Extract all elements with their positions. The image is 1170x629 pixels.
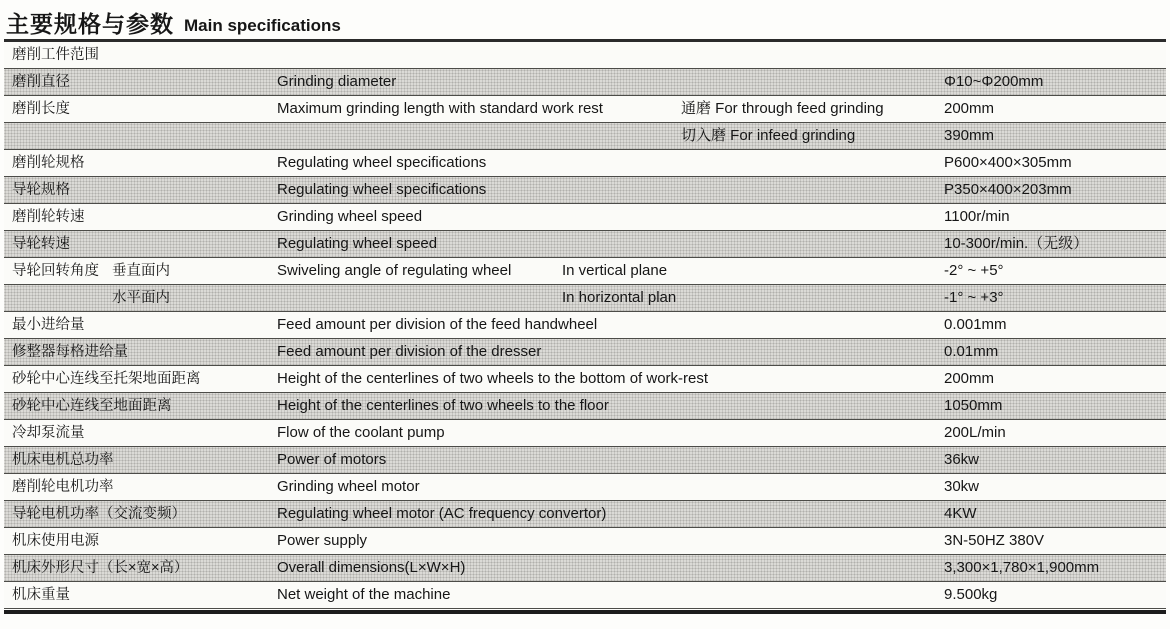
row-label-en: Regulating wheel speed [277,235,438,252]
row-value: 200mm [944,370,995,387]
row-label-en: Grinding wheel motor [277,478,420,495]
table-row [4,150,1166,177]
row-label-en: Feed amount per division of the feed handwheel [277,316,598,333]
row-label-en: Regulating wheel motor (AC frequency convertor) [277,505,607,522]
row-value: 200L/min [944,424,1006,441]
row-mid-label: In horizontal plan [562,289,677,306]
row-label-zh: 最小进给量 [12,317,85,333]
row-label-zh: 磨削轮规格 [12,155,85,171]
table-row [4,204,1166,231]
row-value: 200mm [944,100,995,117]
page-title [4,0,1166,42]
row-value: P600×400×305mm [944,154,1072,171]
table-row [4,474,1166,501]
row-value: P350×400×203mm [944,181,1072,198]
row-value: Φ10~Φ200mm [944,73,1044,90]
table-row [4,447,1166,474]
row-label-zh: 导轮电机功率（交流变频） [12,506,186,522]
row-value: 3N-50HZ 380V [944,532,1045,549]
row-value: 10-300r/min.（无级） [944,235,1089,252]
row-label-zh: 砂轮中心连线至地面距离 [12,398,172,414]
row-label-zh: 机床电机总功率 [12,452,114,468]
row-label-zh: 磨削工件范围 [12,47,99,63]
row-value: 1050mm [944,397,1003,414]
row-value: 390mm [944,127,995,144]
table-row [4,123,1166,150]
row-value: 1100r/min [944,208,1010,225]
table-row [4,366,1166,393]
table-row [4,555,1166,582]
table-row [4,312,1166,339]
row-value: 0.001mm [944,316,1007,333]
row-label-zh: 冷却泵流量 [12,425,85,441]
row-mid-label: In vertical plane [562,262,668,279]
row-label-zh: 砂轮中心连线至托架地面距离 [12,371,201,387]
row-label-en: Height of the centerlines of two wheels to the bottom of work-rest [277,370,709,387]
row-label-zh: 磨削长度 [12,101,70,117]
row-value: 0.01mm [944,343,999,360]
table-row [4,501,1166,528]
row-value: 9.500kg [944,586,998,603]
row-label-zh: 机床重量 [12,587,70,603]
table-row [4,69,1166,96]
table-row [4,393,1166,420]
row-mid-label: 通磨 For through feed grinding [681,100,884,117]
spec-sheet-page [4,0,1166,614]
row-value: 36kw [944,451,980,468]
bottom-rule [4,610,1166,614]
spec-table [4,42,1166,609]
row-label-en: Feed amount per division of the dresser [277,343,542,360]
row-value: 30kw [944,478,980,495]
row-label-en: Swiveling angle of regulating wheel [277,262,512,279]
table-row [4,42,1166,69]
row-value: -2° ~ +5° [944,262,1004,279]
table-row [4,420,1166,447]
row-label-zh: 修整器每格进给量 [12,344,128,360]
row-label-en: Power supply [277,532,368,549]
table-row [4,528,1166,555]
row-label-zh: 导轮转速 [12,236,70,252]
row-label-zh: 导轮回转角度 [12,263,99,279]
row-value: 3,300×1,780×1,900mm [944,559,1100,576]
row-label-en: Net weight of the machine [277,586,451,603]
row-value: -1° ~ +3° [944,289,1004,306]
row-label-en: Overall dimensions(L×W×H) [277,559,466,576]
row-mid-label: 切入磨 For infeed grinding [681,127,856,144]
row-label-en: Regulating wheel specifications [277,181,487,198]
page-title-zh: 主要规格与参数 [6,11,174,37]
row-sublabel-zh: 水平面内 [112,290,170,306]
row-label-en: Flow of the coolant pump [277,424,445,441]
table-row [4,258,1166,285]
row-label-zh: 磨削直径 [12,74,70,90]
table-row [4,177,1166,204]
row-sublabel-zh: 垂直面内 [112,263,170,279]
row-label-zh: 机床外形尺寸（长×宽×高） [12,560,189,576]
row-value: 4KW [944,505,977,522]
table-row [4,96,1166,123]
row-label-en: Grinding diameter [277,73,397,90]
row-label-zh: 磨削轮电机功率 [12,479,114,495]
row-label-zh: 机床使用电源 [12,533,99,549]
row-label-en: Grinding wheel speed [277,208,423,225]
page-title-en: Main specifications [184,16,341,36]
row-label-en: Height of the centerlines of two wheels to the floor [277,397,609,414]
row-label-en: Regulating wheel specifications [277,154,487,171]
row-label-zh: 导轮规格 [12,182,70,198]
row-label-en: Maximum grinding length with standard work rest [277,100,603,117]
table-row [4,582,1166,609]
table-row [4,339,1166,366]
row-label-zh: 磨削轮转速 [12,209,85,225]
table-row [4,231,1166,258]
row-label-en: Power of motors [277,451,387,468]
table-row [4,285,1166,312]
